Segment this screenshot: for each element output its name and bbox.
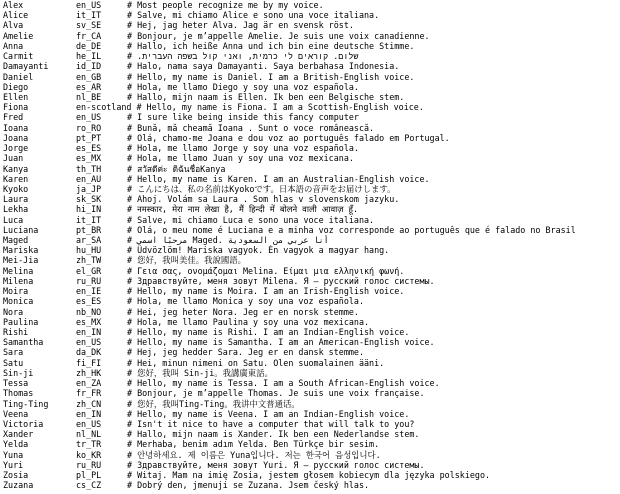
- voice-name: Ellen: [3, 91, 29, 102]
- voice-row: [3, 61, 620, 71]
- voice-row: [3, 143, 620, 153]
- voice-locale: en_AU: [76, 173, 102, 184]
- voice-name: Laura: [3, 194, 29, 205]
- voice-locale: el_GR: [76, 265, 102, 276]
- voice-name: Jorge: [3, 143, 29, 154]
- voice-name: Carmit: [3, 51, 34, 62]
- voice-locale: en_US: [76, 112, 102, 123]
- voice-name: Mei-Jia: [3, 255, 39, 266]
- voice-name: Alice: [3, 10, 29, 21]
- voice-locale: ru_RU: [76, 275, 102, 286]
- voice-sample-text: # Dobrý den, jmenuji se Zuzana. Jsem český hlas.: [127, 480, 370, 491]
- voice-row: [3, 307, 620, 317]
- voice-sample-text: # Hello, my name is Karen. I am an Australian-English voice.: [127, 173, 430, 184]
- voice-sample-text: # नमस्कार, मेरा नाम लेखा है, मैं हिन्दी में बोलने वाली आवाज़ हूँ.: [127, 204, 359, 215]
- voice-name: Zuzana: [3, 480, 34, 491]
- voice-sample-text: # Witaj. Mam na imię Zosia, jestem głosem kobiecym dla języka polskiego.: [127, 470, 491, 481]
- voice-row: [3, 358, 620, 368]
- voice-row: [3, 276, 620, 286]
- voice-row: [3, 0, 620, 10]
- voice-name: Rishi: [3, 327, 29, 337]
- voice-name: Moira: [3, 286, 29, 297]
- voice-sample-text: # Salve, mi chiamo Luca e sono una voce italiana.: [127, 214, 375, 225]
- voice-row: [3, 153, 620, 163]
- voice-row: [3, 327, 620, 337]
- voice-name: Joana: [3, 132, 29, 143]
- voice-row: [3, 255, 620, 265]
- voice-row: [3, 368, 620, 378]
- voice-locale: sv_SE: [76, 20, 102, 31]
- voice-name: Luca: [3, 214, 24, 225]
- voice-locale: fi_FI: [76, 357, 102, 368]
- voice-row: [3, 10, 620, 20]
- voice-sample-text: # Hello, my name is Moira. I am an Irish-English voice.: [127, 286, 405, 297]
- voice-row: [3, 204, 620, 214]
- voice-sample-text: # สวัสดีค่ะ ดิฉันชื่อKanya: [127, 163, 226, 174]
- voice-name: Lekha: [3, 204, 29, 215]
- voice-name: Victoria: [3, 418, 44, 429]
- voice-name: Alva: [3, 20, 24, 31]
- voice-locale: he_IL: [76, 51, 102, 62]
- voice-locale: fr_FR: [76, 388, 102, 399]
- voice-locale: hu_HU: [76, 245, 102, 256]
- voice-locale: ar_SA: [76, 235, 102, 246]
- voice-row: [3, 174, 620, 184]
- voice-row: [3, 266, 620, 276]
- voice-locale: es_MX: [76, 316, 102, 327]
- voice-row: [3, 112, 620, 122]
- voice-name: Yelda: [3, 439, 29, 450]
- voice-row: [3, 184, 620, 194]
- voice-sample-text: # Hello, my name is Daniel. I am a British-English voice.: [127, 71, 415, 82]
- voice-locale: de_DE: [76, 40, 102, 51]
- voice-locale: hi_IN: [76, 204, 102, 215]
- voice-name: Xander: [3, 429, 34, 440]
- voice-name: Daniel: [3, 71, 34, 82]
- voice-sample-text: # 안녕하세요. 제 이름은 Yuna입니다. 저는 한국어 음성입니다.: [127, 449, 381, 460]
- voice-row: [3, 82, 620, 92]
- voice-sample-text: # Здравствуйте, меня зовут Milena. Я – русский голос системы.: [127, 275, 435, 286]
- voice-row: [3, 194, 620, 204]
- voice-locale: es_ES: [76, 296, 102, 307]
- voice-locale: nb_NO: [76, 306, 102, 317]
- voice-name: Satu: [3, 357, 24, 368]
- voice-name: Thomas: [3, 388, 34, 399]
- voice-sample-text: # .שלום. קוראים לי כרמית, ואני קול בשפה העברית: [127, 51, 359, 62]
- voice-name: Samantha: [3, 337, 44, 348]
- voice-row: [3, 317, 620, 327]
- voice-row: [3, 286, 620, 296]
- voice-sample-text: # 您好，我叫美佳。我說國語。: [127, 255, 246, 266]
- voice-row: [3, 51, 620, 61]
- voice-sample-text: # Hello, my name is Veena. I am an Indian-English voice.: [127, 408, 410, 419]
- voice-name: Nora: [3, 306, 24, 317]
- voice-row: [3, 419, 620, 429]
- voice-name: Yuna: [3, 449, 24, 460]
- voice-locale: ja_JP: [76, 183, 102, 194]
- voice-name: Paulina: [3, 316, 39, 327]
- voice-sample-text: # Hola, me llamo Jorge y soy una voz española.: [127, 143, 359, 154]
- voice-name: Zosia: [3, 470, 29, 481]
- voice-name: Kyoko: [3, 183, 29, 194]
- voice-sample-text: # Hej, jeg hedder Sara. Jeg er en dansk stemme.: [127, 347, 364, 358]
- voice-sample-text: # I sure like being inside this fancy computer: [127, 112, 359, 123]
- voice-name: Monica: [3, 296, 34, 307]
- voice-sample-text: # Olá, o meu nome é Luciana e a minha voz corresponde ao português que é falado no Brasil: [127, 224, 576, 235]
- voice-row: [3, 92, 620, 102]
- voice-name: Melina: [3, 265, 34, 276]
- voice-sample-text: # Hallo, mijn naam is Xander. Ik ben een Nederlandse stem.: [127, 429, 420, 440]
- voice-row: [3, 450, 620, 460]
- voice-locale: sk_SK: [76, 194, 102, 205]
- voice-row: [3, 296, 620, 306]
- voice-row: [3, 429, 620, 439]
- voice-name: Amelie: [3, 30, 34, 41]
- voice-sample-text: # 您好，我叫 Sin-ji。我講廣東話。: [127, 367, 273, 378]
- voice-sample-text: # Bonjour, je m’appelle Amelie. Je suis une voix canadienne.: [127, 30, 430, 41]
- voice-sample-text: # Hallo, ich heiße Anna und ich bin eine deutsche Stimme.: [127, 40, 415, 51]
- voice-sample-text: # Hej, jag heter Alva. Jag är en svensk röst.: [127, 20, 354, 31]
- voice-sample-text: # Hola, me llamo Juan y soy una voz mexicana.: [127, 153, 354, 164]
- voice-locale: en_GB: [76, 71, 102, 82]
- voice-locale: en_US: [76, 337, 102, 348]
- voice-locale: id_ID: [76, 61, 102, 72]
- voice-name: Fiona: [3, 102, 29, 113]
- voice-sample-text: # Γεια σας, ονομάζομαι Melina. Είμαι μια ελληνική φωνή.: [127, 265, 405, 276]
- voice-row: [3, 337, 620, 347]
- voice-row: [3, 439, 620, 449]
- voice-row: [3, 480, 620, 490]
- voice-name: Juan: [3, 153, 24, 164]
- voice-sample-text: # 您好，我叫Ting-Ting。我讲中文普通话。: [127, 398, 300, 409]
- voice-locale: zh_TW: [76, 255, 102, 266]
- voice-row: [3, 102, 620, 112]
- voice-row: [3, 20, 620, 30]
- voice-row: [3, 460, 620, 470]
- voice-sample-text: # Ahoj. Volám sa Laura . Som hlas v slovenskom jazyku.: [127, 194, 400, 205]
- voice-row: [3, 225, 620, 235]
- voice-name: Alex: [3, 0, 24, 10]
- voice-locale: zh_HK: [76, 367, 102, 378]
- voice-sample-text: # Hello, my name is Fiona. I am a Scottish-English voice.: [136, 102, 424, 113]
- voice-row: [3, 399, 620, 409]
- voice-row: [3, 41, 620, 51]
- voice-row: [3, 388, 620, 398]
- voice-sample-text: # こんにちは、私の名前はKyokoです。日本語の音声をお届けします。: [127, 183, 396, 194]
- voice-row: [3, 378, 620, 388]
- voice-locale: es_AR: [76, 81, 102, 92]
- voice-locale: en_US: [76, 418, 102, 429]
- voice-locale: zh_CN: [76, 398, 102, 409]
- voice-name: Yuri: [3, 459, 24, 470]
- voice-locale: en-scotland: [76, 102, 132, 113]
- voice-row: [3, 164, 620, 174]
- voice-sample-text: # Üdvözlöm! Mariska vagyok. Én vagyok a magyar hang.: [127, 245, 390, 256]
- voice-sample-text: # Hola, me llamo Paulina y soy una voz mexicana.: [127, 316, 370, 327]
- voice-locale: es_MX: [76, 153, 102, 164]
- voice-sample-text: # Isn't it nice to have a computer that will talk to you?: [127, 418, 415, 429]
- voice-name: Tessa: [3, 378, 29, 389]
- voice-sample-text: # Olá, chamo-me Joana e dou voz ao português falado em Portugal.: [127, 132, 450, 143]
- voice-sample-text: # Hei, minun nimeni on Satu. Olen suomalainen ääni.: [127, 357, 385, 368]
- voice-locale: pl_PL: [76, 470, 102, 481]
- voice-sample-text: # Hallo, mijn naam is Ellen. Ik ben een Belgische stem.: [127, 91, 405, 102]
- voice-sample-text: # Halo, nama saya Damayanti. Saya berbahasa Indonesia.: [127, 61, 400, 72]
- voice-sample-text: # Hei, jeg heter Nora. Jeg er en norsk stemme.: [127, 306, 359, 317]
- voice-locale: cs_CZ: [76, 480, 102, 491]
- voice-locale: nl_NL: [76, 429, 102, 440]
- voice-name: Veena: [3, 408, 29, 419]
- voice-locale: en_IN: [76, 408, 102, 419]
- voice-locale: fr_CA: [76, 30, 102, 41]
- voice-locale: nl_BE: [76, 91, 102, 102]
- voice-locale: tr_TR: [76, 439, 102, 450]
- voice-name: Mariska: [3, 245, 39, 256]
- voice-locale: pt_BR: [76, 224, 102, 235]
- voice-locale: en_IN: [76, 327, 102, 337]
- voice-locale: en_US: [76, 0, 102, 10]
- voice-locale: ko_KR: [76, 449, 102, 460]
- voice-sample-text: # مرحبًا اسمي Maged. أنا عربي من السعودية: [127, 235, 329, 246]
- voice-locale: it_IT: [76, 10, 102, 21]
- voice-sample-text: # Hola, me llamo Monica y soy una voz española.: [127, 296, 364, 307]
- voice-row: [3, 72, 620, 82]
- voice-row: [3, 133, 620, 143]
- voice-row: [3, 470, 620, 480]
- voice-sample-text: # Salve, mi chiamo Alice e sono una voce italiana.: [127, 10, 380, 21]
- voice-sample-text: # Merhaba, benim adım Yelda. Ben Türkçe bir sesim.: [127, 439, 380, 450]
- voice-sample-text: # Bonjour, je m’appelle Thomas. Je suis une voix française.: [127, 388, 425, 399]
- voice-locale: en_IE: [76, 286, 102, 297]
- voice-row: [3, 245, 620, 255]
- voice-sample-text: # Hola, me llamo Diego y soy una voz española.: [127, 81, 359, 92]
- voice-name: Karen: [3, 173, 29, 184]
- voice-row: [3, 347, 620, 357]
- voice-name: Sin-ji: [3, 367, 34, 378]
- voice-sample-text: # Most people recognize me by my voice.: [127, 0, 324, 10]
- voice-name: Anna: [3, 40, 24, 51]
- voice-locale: ru_RU: [76, 459, 102, 470]
- voice-sample-text: # Hello, my name is Tessa. I am a South African-English voice.: [127, 378, 440, 389]
- voice-locale: da_DK: [76, 347, 102, 358]
- voice-row: [3, 215, 620, 225]
- voice-locale: th_TH: [76, 163, 102, 174]
- voice-name: Sara: [3, 347, 24, 358]
- voice-name: Damayanti: [3, 61, 49, 72]
- voice-sample-text: # Hello, my name is Samantha. I am an American-English voice.: [127, 337, 435, 348]
- voice-name: Maged: [3, 235, 29, 246]
- voice-locale: es_ES: [76, 143, 102, 154]
- voice-locale: en_ZA: [76, 378, 102, 389]
- voice-name: Ioana: [3, 122, 29, 133]
- voice-sample-text: # Bună, mă cheamă Ioana . Sunt o voce românească.: [127, 122, 375, 133]
- voice-name: Ting-Ting: [3, 398, 49, 409]
- voice-row: [3, 235, 620, 245]
- voice-name: Diego: [3, 81, 29, 92]
- voice-sample-text: # Hello, my name is Rishi. I am an Indian-English voice.: [127, 327, 410, 337]
- voice-row: [3, 409, 620, 419]
- voice-row: [3, 31, 620, 41]
- voice-row: [3, 123, 620, 133]
- voice-name: Fred: [3, 112, 24, 123]
- voice-locale: pt_PT: [76, 132, 102, 143]
- voice-name: Milena: [3, 275, 34, 286]
- voice-locale: ro_RO: [76, 122, 102, 133]
- voice-sample-text: # Здравствуйте, меня зовут Yuri. Я – русский голос системы.: [127, 459, 425, 470]
- voice-locale: it_IT: [76, 214, 102, 225]
- voice-name: Kanya: [3, 163, 29, 174]
- voice-name: Luciana: [3, 224, 39, 235]
